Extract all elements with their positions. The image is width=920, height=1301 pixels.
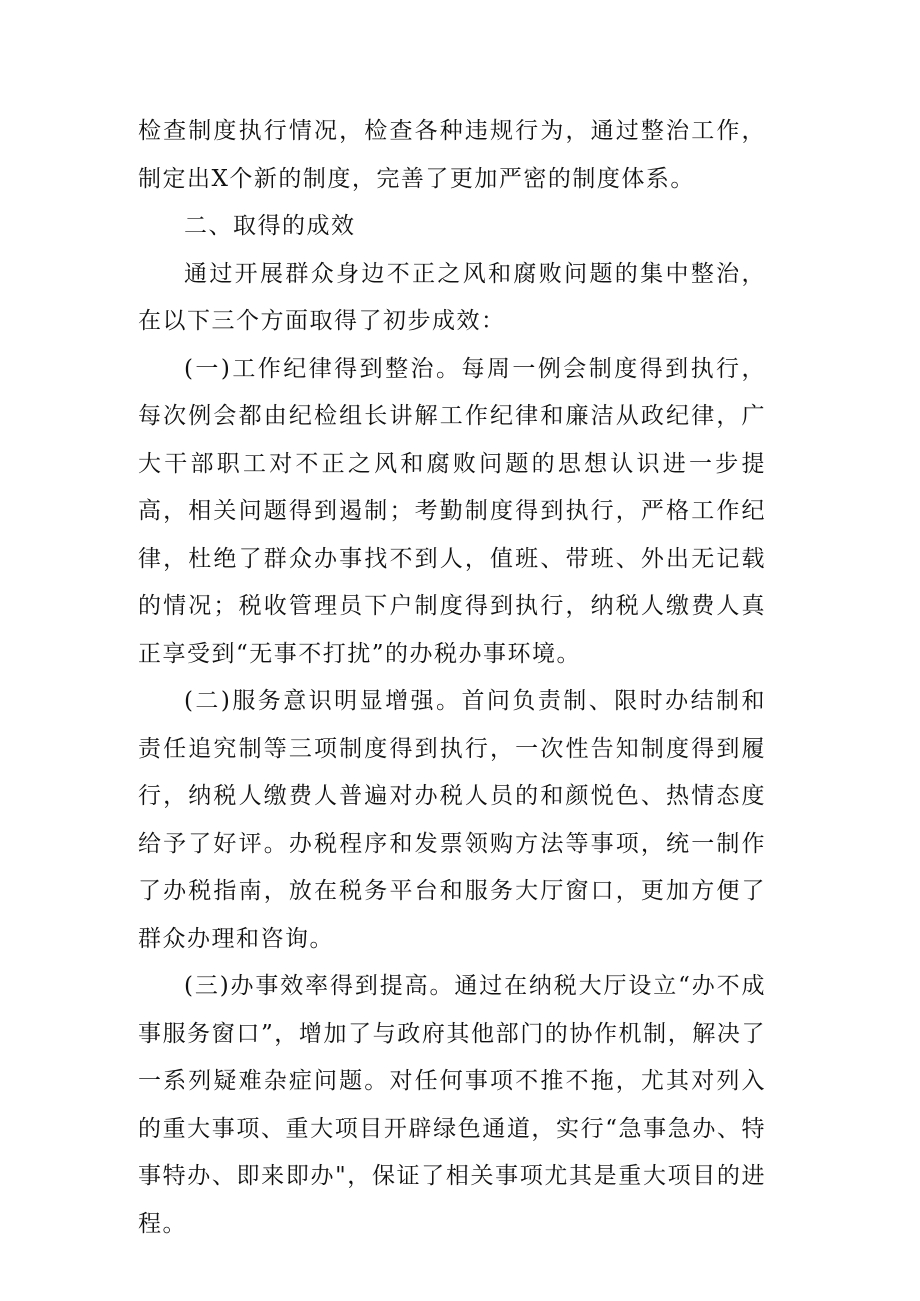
paragraph-item-2: (二)服务意识明显增强。首问负责制、限时办结制和责任追究制等三项制度得到执行，一次性告知制度得到履行，纳税人缴费人普遍对办税人员的和颜悦色、热情态度给予了好评。办税程序和发票领购方法等事项，统一制作了办税指南，放在税务平台和服务大厅窗口，更加方便了群众办理和咨询。 (138, 688, 766, 952)
paragraph-item-1: (一)工作纪律得到整治。每周一例会制度得到执行，每次例会都由纪检组长讲解工作纪律和廉洁从政纪律，广大干部职工对不正之风和腐败问题的思想认识进一步提高，相关问题得到遏制；考勤制度得到执行，严格工作纪律，杜绝了群众办事找不到人，值班、带班、外出无记载的情况；税收管理员下户制度得到执行，纳税人缴费人真正享受到“无事不打扰”的办税办事环境。 (138, 355, 766, 667)
section-heading: 二、取得的成效 (184, 213, 356, 239)
paragraph-continuation: 检查制度执行情况，检查各种违规行为，通过整治工作，制定出X个新的制度，完善了更加严密的制度体系。 (138, 118, 766, 192)
paragraph-intro: 通过开展群众身边不正之风和腐败问题的集中整治，在以下三个方面取得了初步成效： (138, 260, 766, 334)
document-body (138, 108, 766, 1248)
paragraph-item-3: (三)办事效率得到提高。通过在纳税大厅设立“办不成事服务窗口”，增加了与政府其他部门的协作机制，解决了一系列疑难杂症问题。对任何事项不推不拖，尤其对列入的重大事项、重大项目开辟绿色通道，实行“急事急办、特事特办、即来即办"，保证了相关事项尤其是重大项目的进程。 (138, 973, 766, 1237)
